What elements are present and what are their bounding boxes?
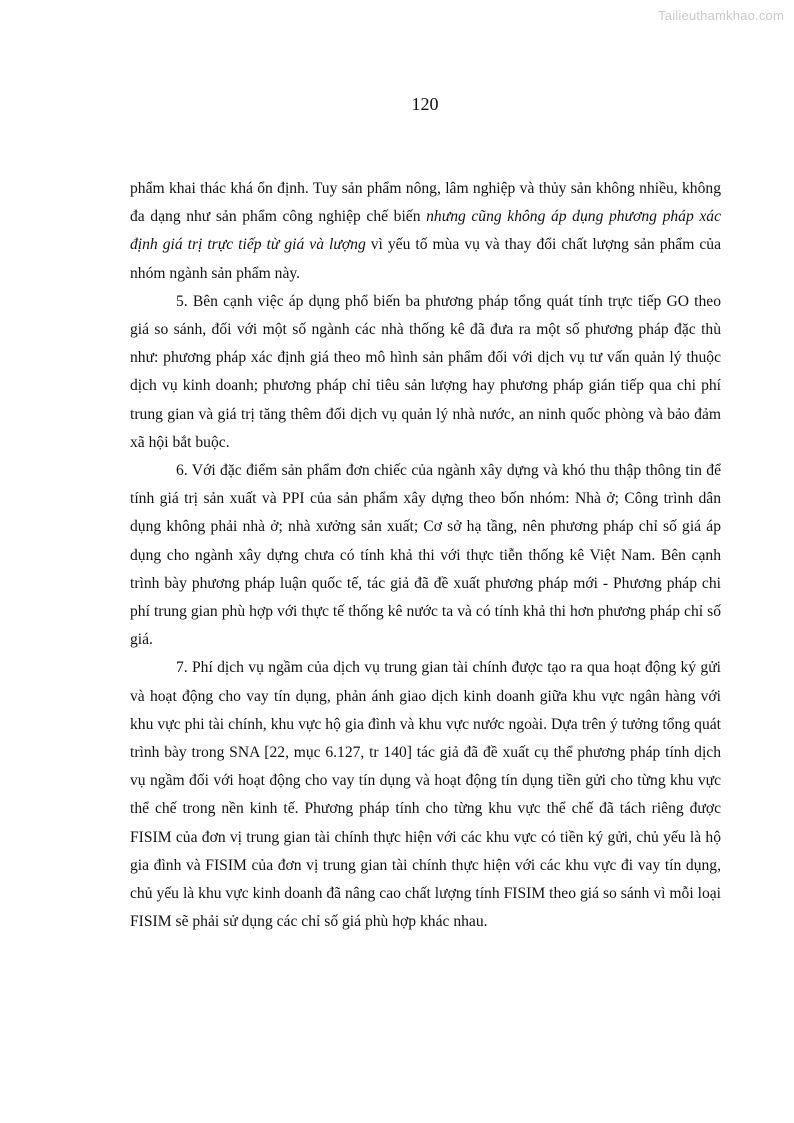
paragraph-item-6: 6. Với đặc điểm sản phẩm đơn chiếc của ngành xây dựng và khó thu thập thông tin để tính giá trị sản xuất và PPI của sản phẩm xây dựng theo bốn nhóm: Nhà ở; Công trình dân dụng không phải nhà ở; nhà xưởng sản xuất; Cơ sở hạ tầng, nên phương pháp chỉ số giá áp dụng cho ngành xây dựng chưa có tính khả thi với thực tiễn thống kê Việt Nam. Bên cạnh trình bày phương pháp luận quốc tế, tác giả đã đề xuất phương pháp mới - Phương pháp chi phí trung gian phù hợp với thực tế thống kê nước ta và có tính khả thi hơn phương pháp chỉ số giá. — [130, 462, 721, 649]
paragraph-item-7: 7. Phí dịch vụ ngầm của dịch vụ trung gian tài chính được tạo ra qua hoạt động ký gửi và hoạt động cho vay tín dụng, phản ánh giao dịch kinh doanh giữa khu vực ngân hàng với khu vực phi tài chính, khu vực hộ gia đình và khu vực nước ngoài. Dựa trên ý tưởng tổng quát trình bày trong SNA [22, mục 6.127, tr 140] tác giả đã đề xuất cụ thể phương pháp tính dịch vụ ngầm đối với hoạt động cho vay tín dụng và hoạt động tín dụng tiền gửi cho từng khu vực thể chế trong nền kinh tế. Phương pháp tính cho từng khu vực thể chế đã tách riêng được FISIM của đơn vị trung gian tài chính thực hiện với các khu vực có tiền ký gửi, chủ yếu là hộ gia đình và FISIM của đơn vị trung gian tài chính thực hiện với các khu vực đi vay tín dụng, chủ yếu là khu vực kinh doanh đã nâng cao chất lượng tính FISIM theo giá so sánh vì mỗi loại FISIM sẽ phải sử dụng các chỉ số giá phù hợp khác nhau. — [130, 659, 721, 931]
paragraph-text: vì yếu tố mùa vụ và thay đổi chất lượng sản phẩm của nhóm ngành sản phẩm này. — [130, 236, 721, 282]
document-body — [130, 175, 721, 936]
paragraph-italic-text: nhưng cũng không áp dụng phương pháp xác định giá trị trực tiếp từ giá và lượng — [130, 208, 721, 254]
paragraph-continuation — [130, 175, 721, 288]
page-number: 120 — [411, 94, 439, 114]
paragraph-item-5: 5. Bên cạnh việc áp dụng phổ biến ba phương pháp tổng quát tính trực tiếp GO theo giá so sánh, đối với một số ngành các nhà thống kê đã đưa ra một số phương pháp đặc thù như: phương pháp xác định giá theo mô hình sản phẩm đối với dịch vụ tư vấn quản lý thuộc dịch vụ kinh doanh; phương pháp chỉ tiêu sản lượng hay phương pháp gián tiếp qua chi phí trung gian và giá trị tăng thêm đối dịch vụ quản lý nhà nước, an ninh quốc phòng và bảo đảm xã hội bắt buộc. — [130, 292, 721, 451]
watermark-text: Tailieuthamkhao.com — [658, 8, 784, 23]
paragraph-text: phẩm khai thác khá ổn định. Tuy sản phẩm nông, lâm nghiệp và thủy sản không nhiều, không đa dạng như sản phẩm công nghiệp chế biến — [130, 180, 721, 226]
